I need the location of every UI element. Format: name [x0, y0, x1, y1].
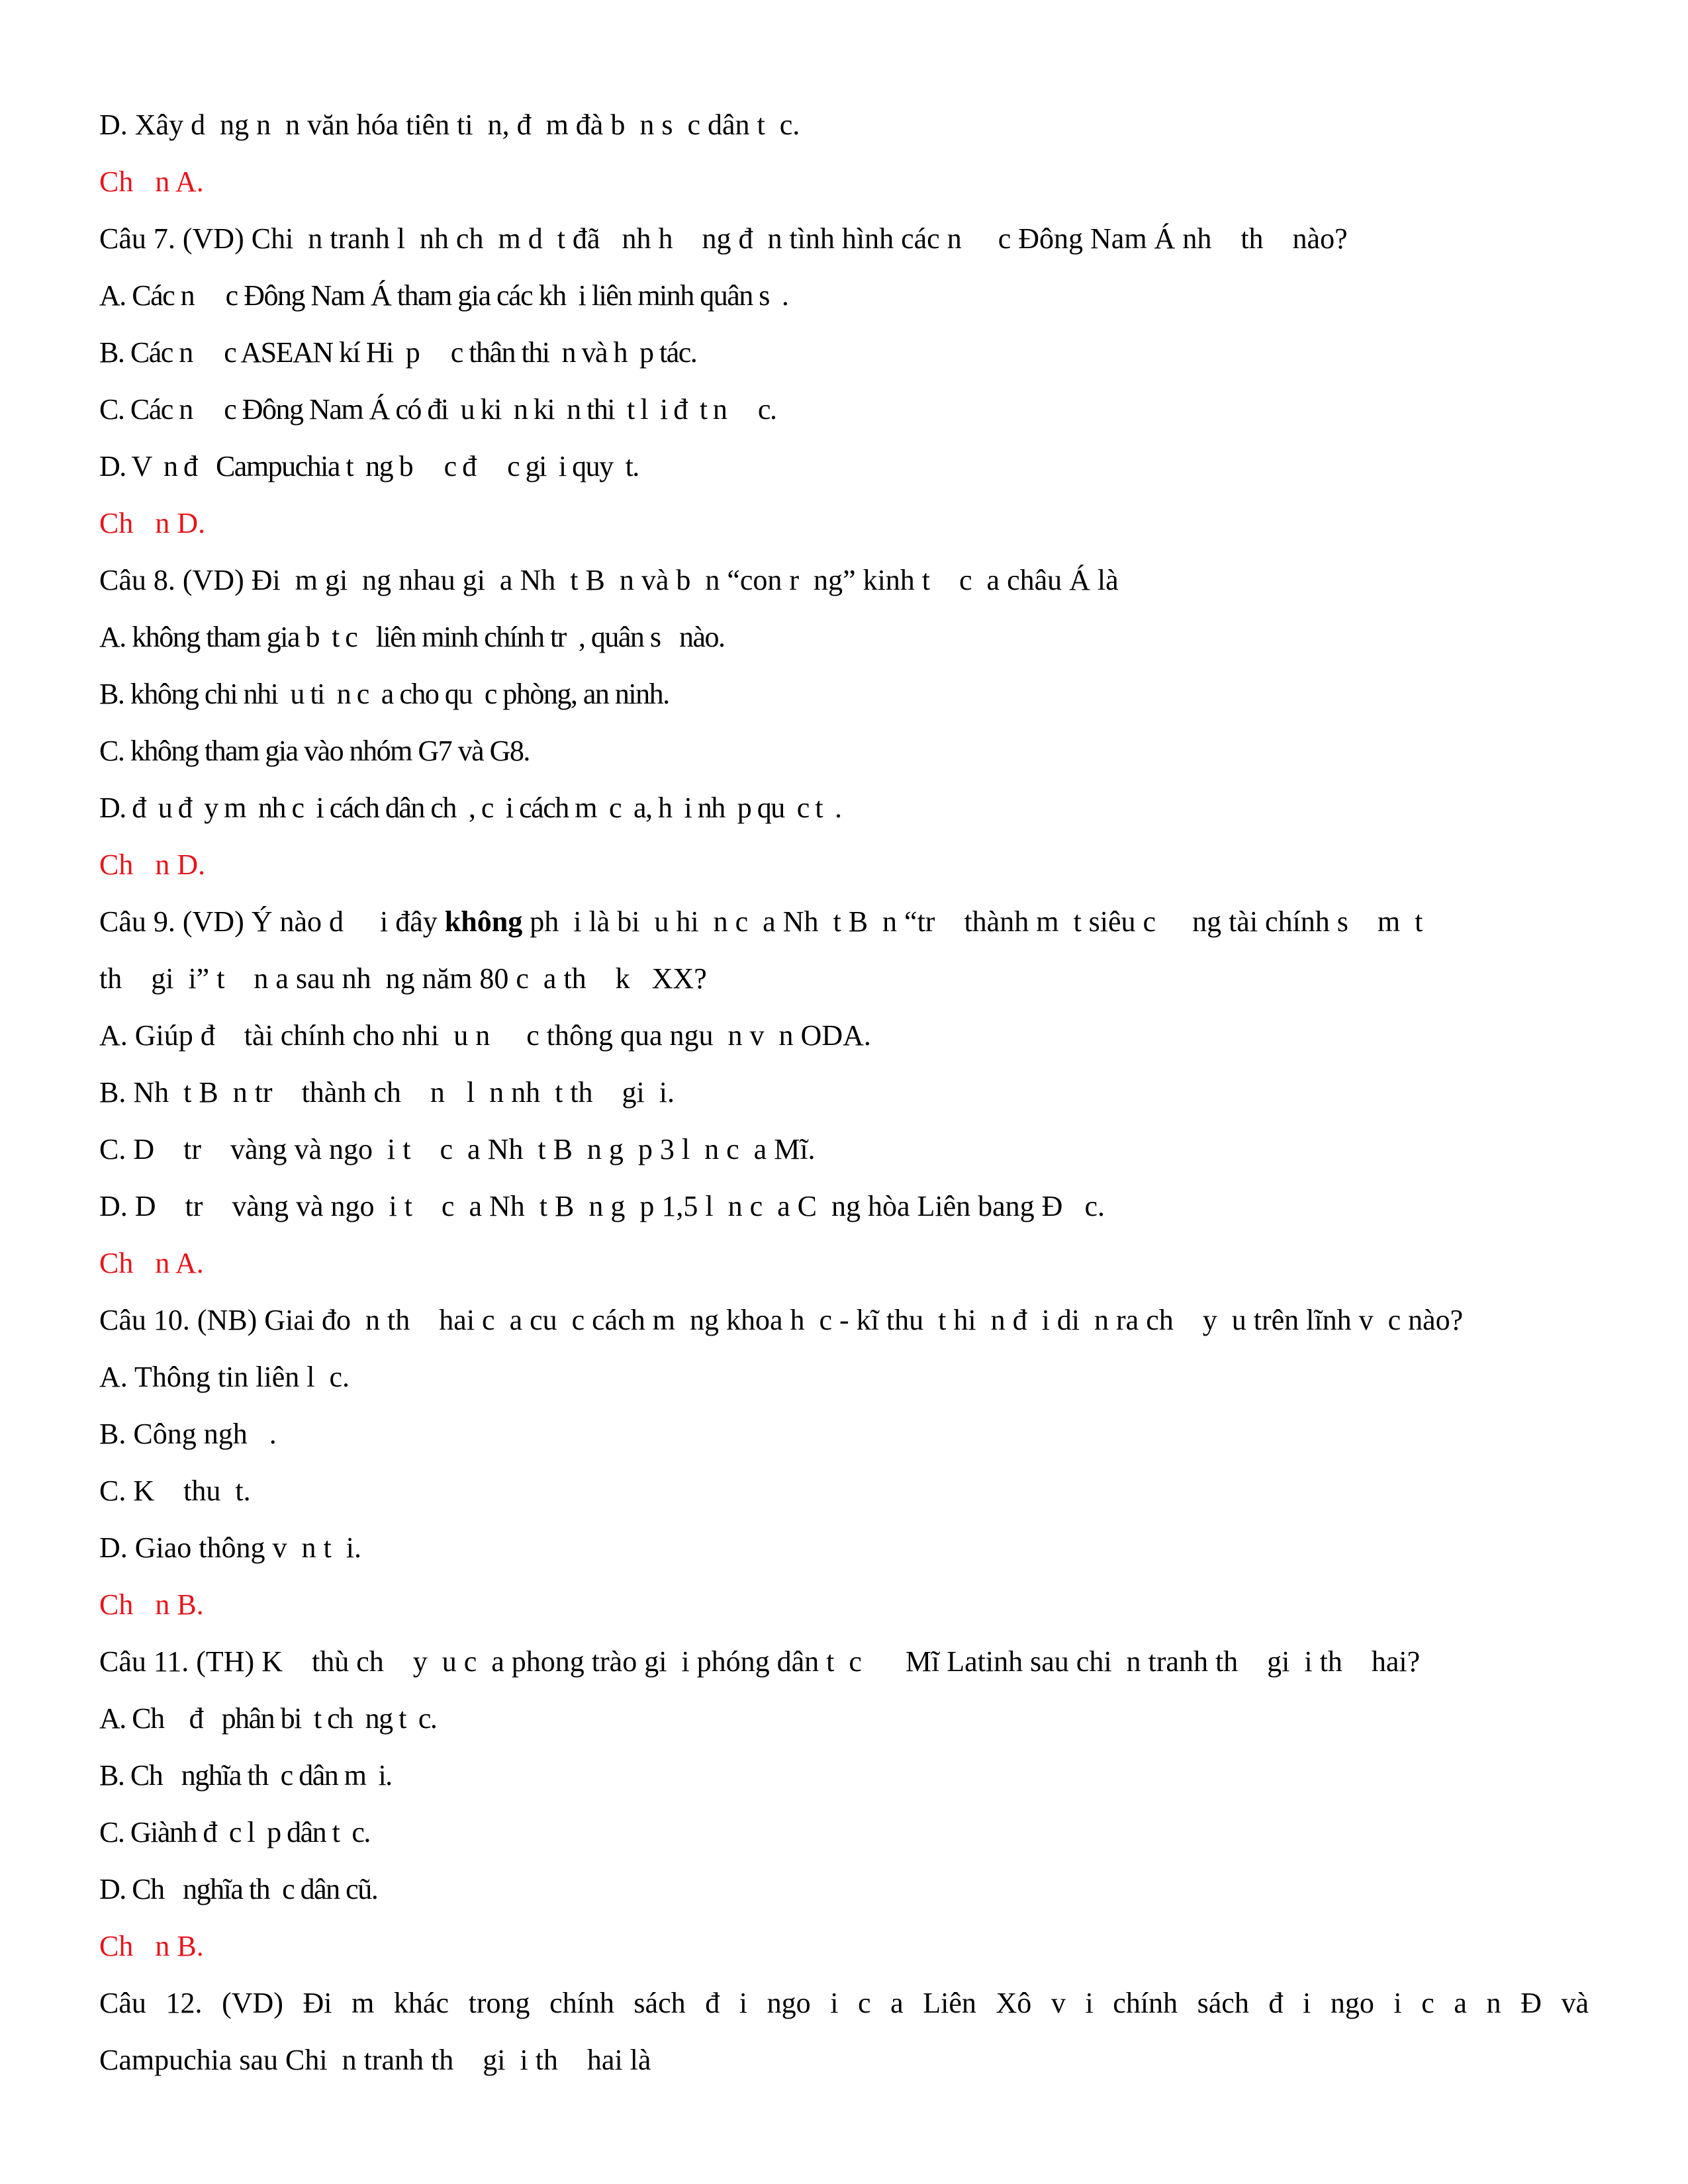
question-12-line-2: Campuchia sau Chi n tranh th gi i th hai là — [99, 2044, 651, 2076]
option-a-q8: A. không tham gia b t c liên minh chính tr , quân s nào. — [99, 621, 725, 653]
option-d-q9: D. D tr vàng và ngo i t c a Nh t B n g p 1,5 l n c a C ng hòa Liên bang Đ c. — [99, 1190, 1105, 1222]
question-7: Câu 7. (VD) Chi n tranh l nh ch m d t đã nh h ng đ n tình hình các n c Đông Nam Á nh th nào? — [99, 222, 1348, 255]
answer-q9: Ch n A. — [99, 1247, 204, 1279]
option-d-q6: D. Xây d ng n n văn hóa tiên ti n, đ m đà b n s c dân t c. — [99, 109, 800, 141]
question-9-line-1 — [99, 893, 1589, 950]
document-page — [99, 97, 1589, 2089]
option-b-q8: B. không chi nhi u ti n c a cho qu c phòng, an ninh. — [99, 678, 669, 710]
option-d-q11: D. Ch nghĩa th c dân cũ. — [99, 1873, 378, 1905]
question-9-line-2: th gi i” t n a sau nh ng năm 80 c a th k XX? — [99, 962, 707, 995]
question-9-text-end: ph i là bi u hi n c a Nh t B n “tr thành m t siêu c ng tài chính s m t — [522, 905, 1423, 938]
option-c-q11: C. Giành đ c l p dân t c. — [99, 1816, 370, 1848]
question-10: Câu 10. (NB) Giai đo n th hai c a cu c cách m ng khoa h c - kĩ thu t hi n đ i di n ra ch y u trên lĩnh v c nào? — [99, 1304, 1464, 1336]
option-c-q10: C. K thu t. — [99, 1475, 251, 1507]
question-9-text-start: Câu 9. (VD) Ý nào d i đây — [99, 905, 445, 938]
option-a-q7: A. Các n c Đông Nam Á tham gia các kh i liên minh quân s . — [99, 279, 788, 312]
option-a-q10: A. Thông tin liên l c. — [99, 1361, 350, 1393]
answer-q6: Ch n A. — [99, 165, 204, 198]
option-d-q7: D. V n đ Campuchia t ng b c đ c gi i quy t. — [99, 450, 639, 482]
answer-q8: Ch n D. — [99, 848, 206, 881]
option-b-q9: B. Nh t B n tr thành ch n l n nh t th gi i. — [99, 1076, 675, 1109]
answer-q10: Ch n B. — [99, 1588, 204, 1621]
option-d-q8: D. đ u đ y m nh c i cách dân ch , c i cách m c a, h i nh p qu c t . — [99, 792, 841, 824]
option-a-q9: A. Giúp đ tài chính cho nhi u n c thông qua ngu n v n ODA. — [99, 1019, 871, 1052]
option-b-q7: B. Các n c ASEAN kí Hi p c thân thi n và h p tác. — [99, 336, 697, 369]
option-b-q10: B. Công ngh . — [99, 1418, 277, 1450]
question-9-negation-keyword: không — [444, 905, 523, 938]
question-11: Câu 11. (TH) K thù ch y u c a phong trào gi i phóng dân t c Mĩ Latinh sau chi n tranh th gi i th hai? — [99, 1645, 1421, 1678]
option-d-q10: D. Giao thông v n t i. — [99, 1531, 361, 1564]
question-12-line-1: Câu 12. (VD) Đi m khác trong chính sách đ i ngo i c a Liên Xô v i chính sách đ i ngo i c a n Đ và — [99, 1987, 1589, 2019]
option-a-q11: A. Ch đ phân bi t ch ng t c. — [99, 1702, 437, 1735]
answer-q7: Ch n D. — [99, 507, 206, 539]
option-c-q9: C. D tr vàng và ngo i t c a Nh t B n g p 3 l n c a Mĩ. — [99, 1133, 816, 1165]
option-b-q11: B. Ch nghĩa th c dân m i. — [99, 1759, 392, 1792]
option-c-q8: C. không tham gia vào nhóm G7 và G8. — [99, 735, 530, 767]
question-8: Câu 8. (VD) Đi m gi ng nhau gi a Nh t B n và b n “con r ng” kinh t c a châu Á là — [99, 564, 1119, 596]
answer-q11: Ch n B. — [99, 1930, 204, 1962]
option-c-q7: C. Các n c Đông Nam Á có đi u ki n ki n thi t l i đ t n c. — [99, 393, 776, 426]
